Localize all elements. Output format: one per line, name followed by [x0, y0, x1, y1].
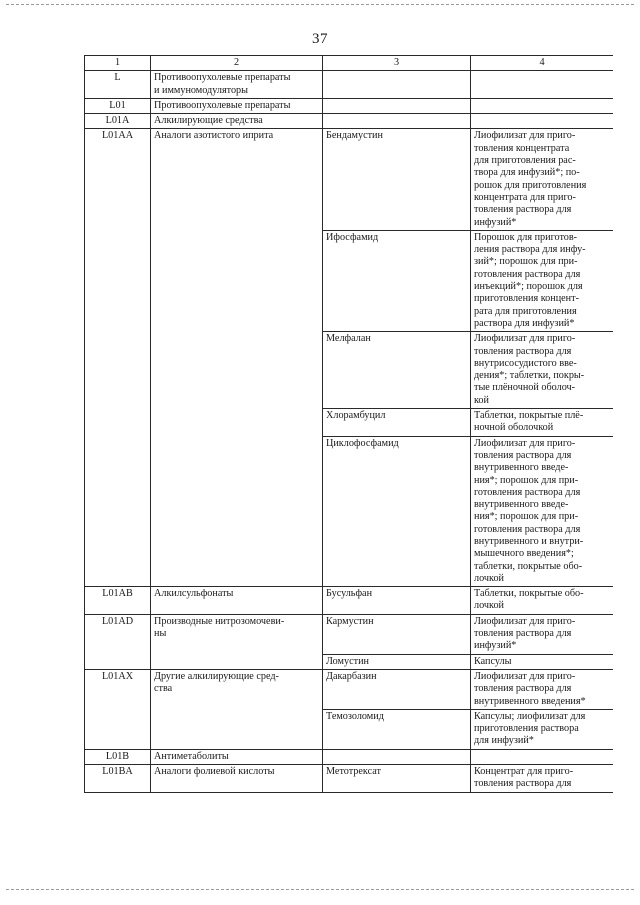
dosage-form-cell: Лиофилизат для приго- товления раствора для внутривенного введения* [471, 669, 614, 709]
drug-name-cell: Мелфалан [323, 332, 471, 409]
dosage-form-cell [471, 749, 614, 764]
group-name-cell: Производные нитрозомочеви- ны [151, 614, 323, 669]
dosage-form-cell [471, 114, 614, 129]
drug-name-cell [323, 114, 471, 129]
drug-name-cell [323, 749, 471, 764]
dosage-form-cell: Таблетки, покрытые обо- лочкой [471, 587, 614, 615]
group-name-cell: Противоопухолевые препараты и иммуномодуляторы [151, 71, 323, 99]
dosage-form-cell: Лиофилизат для приго- товления концентрата для приготовления рас- твора для инфузий*; по- рошок для приготовления концентрата для приго- товления раствора для инфузий* [471, 129, 614, 230]
group-name-cell: Противоопухолевые препараты [151, 98, 323, 113]
table-header-row [85, 56, 614, 71]
dosage-form-cell [471, 98, 614, 113]
table-row [85, 587, 614, 615]
page-number: 37 [312, 31, 328, 47]
atc-code-cell: L01AD [85, 614, 151, 669]
group-name-cell: Другие алкилирующие сред- ства [151, 669, 323, 749]
atc-code-cell: L01AA [85, 129, 151, 587]
header-cell: 2 [151, 56, 323, 71]
drug-table-container [84, 55, 613, 835]
top-edge-line [6, 4, 634, 5]
table-row [85, 129, 614, 230]
dosage-form-cell: Лиофилизат для приго- товления раствора для внутривенного введе- ния*; порошок для при- готовления раствора для внутривенного введе- ния*; порошок для при- готовления раствора для внутривенного и внутри- мышечного введения*; таблетки, покрытые обо- лочкой [471, 436, 614, 587]
group-name-cell: Алкилсульфонаты [151, 587, 323, 615]
dosage-form-cell: Капсулы [471, 654, 614, 669]
drug-name-cell: Метотрексат [323, 765, 471, 793]
dosage-form-cell: Концентрат для приго- товления раствора для [471, 765, 614, 793]
drug-name-cell [323, 98, 471, 113]
header-cell: 4 [471, 56, 614, 71]
bottom-edge-line [6, 889, 634, 890]
dosage-form-cell: Капсулы; лиофилизат для приготовления раствора для инфузий* [471, 709, 614, 749]
table-row [85, 98, 614, 113]
drug-name-cell: Ломустин [323, 654, 471, 669]
group-name-cell: Аналоги азотистого иприта [151, 129, 323, 587]
drug-name-cell: Бусульфан [323, 587, 471, 615]
atc-code-cell: L01 [85, 98, 151, 113]
atc-code-cell: L01AB [85, 587, 151, 615]
table-row [85, 669, 614, 709]
dosage-form-cell: Порошок для приготов- ления раствора для инфу- зий*; порошок для при- готовления раствора для инъекций*; порошок для приготовления концент- рата для приготовления раствора для инфузий* [471, 230, 614, 331]
drug-name-cell: Дакарбазин [323, 669, 471, 709]
drug-name-cell [323, 71, 471, 99]
dosage-form-cell: Таблетки, покрытые плё- ночной оболочкой [471, 409, 614, 437]
group-name-cell: Алкилирующие средства [151, 114, 323, 129]
group-name-cell: Аналоги фолиевой кислоты [151, 765, 323, 793]
drug-name-cell: Циклофосфамид [323, 436, 471, 587]
atc-code-cell: L01A [85, 114, 151, 129]
header-cell: 3 [323, 56, 471, 71]
table-row [85, 749, 614, 764]
header-cell: 1 [85, 56, 151, 71]
table-row [85, 614, 614, 654]
group-name-cell: Антиметаболиты [151, 749, 323, 764]
table-row [85, 71, 614, 99]
drug-name-cell: Темозоломид [323, 709, 471, 749]
dosage-form-cell [471, 71, 614, 99]
table-row [85, 765, 614, 793]
table-row [85, 114, 614, 129]
drug-table [84, 55, 613, 793]
atc-code-cell: L01B [85, 749, 151, 764]
drug-name-cell: Бендамустин [323, 129, 471, 230]
dosage-form-cell: Лиофилизат для приго- товления раствора для внутрисосудистого вве- дения*; таблетки, покры- тые плёночной оболоч- кой [471, 332, 614, 409]
atc-code-cell: L01BA [85, 765, 151, 793]
drug-name-cell: Кармустин [323, 614, 471, 654]
atc-code-cell: L [85, 71, 151, 99]
atc-code-cell: L01AX [85, 669, 151, 749]
dosage-form-cell: Лиофилизат для приго- товления раствора для инфузий* [471, 614, 614, 654]
drug-name-cell: Хлорамбуцил [323, 409, 471, 437]
drug-name-cell: Ифосфамид [323, 230, 471, 331]
